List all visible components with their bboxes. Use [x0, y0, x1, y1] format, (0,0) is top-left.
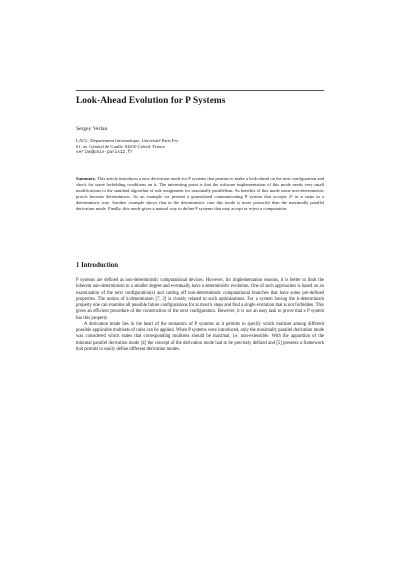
abstract-label: Summary. [76, 176, 97, 181]
affiliation-line-2: 61, av. Général de Gaulle, 94010 Créteil, France [76, 144, 165, 150]
author-name: Sergey Verlan [76, 126, 108, 132]
header-rule [76, 90, 324, 91]
introduction-paragraph-2: A derivation mode lies in the heart of the semantics of P systems as it permits to specify which multiset among different possible applicable multisets of rules can be applied. When P systems were introduced, only the maximally parallel derivation mode was considered which states that corresponding multisets should be maximal, i.e. non-extensible. With the apparition of the minimal parallel derivation mode [4] the concept of the derivation mode had to be precisely defined and [5] presents a framework that permits to easily define different derivation modes. [76, 321, 324, 352]
affiliation-line-1: LACL, Département Informatique, Université Paris Est [76, 138, 178, 143]
paper-title: Look-Ahead Evolution for P Systems [76, 96, 226, 106]
introduction-paragraph-1: P systems are defined as non-deterministic computational devices. However, for implementation reasons, it is better to limit the inherent non-determinism to a smaller degree and eventually have a deterministic evolution. One of such approaches is based on an examination of the next configuration(s) and cutting off non-deterministic computational branches that have some pre-defined properties. The notion of k-determinism [7, 2] is closely related to such optimizations. For a system having the k-determinism property one can examine all possible future configurations for at most k steps and find a single evolution that is not forbidden. This gives an efficient procedure of the construction of the next configuration. However, it is not an easy task to prove that a P system has this property. [76, 278, 324, 321]
section-heading-introduction: 1 Introduction [76, 262, 118, 269]
affiliation-block [76, 138, 178, 157]
author-email: verlan@univ-paris12.fr [76, 150, 133, 156]
abstract [76, 176, 324, 212]
introduction-body [76, 278, 324, 353]
abstract-text: This article introduces a new derivation mode for P systems that permits to make a look-ahead on the next configuration and check for some forbidding conditions on it. The interesting point is that the software implementation of this mode needs very small modifications to the standard algorithm of rule assignment for maximally parallelism. As benefits of this mode some non-deterministic proofs become deterministic. As an example we present a generalized communicating P system that accepts 2ⁿ in n steps in a deterministic way. Another example shows that in the deterministic case this mode is more powerful than the maximally parallel derivation mode. Finally, this mode gives a natural way to define P systems that may accept or reject a computation. [76, 176, 324, 211]
